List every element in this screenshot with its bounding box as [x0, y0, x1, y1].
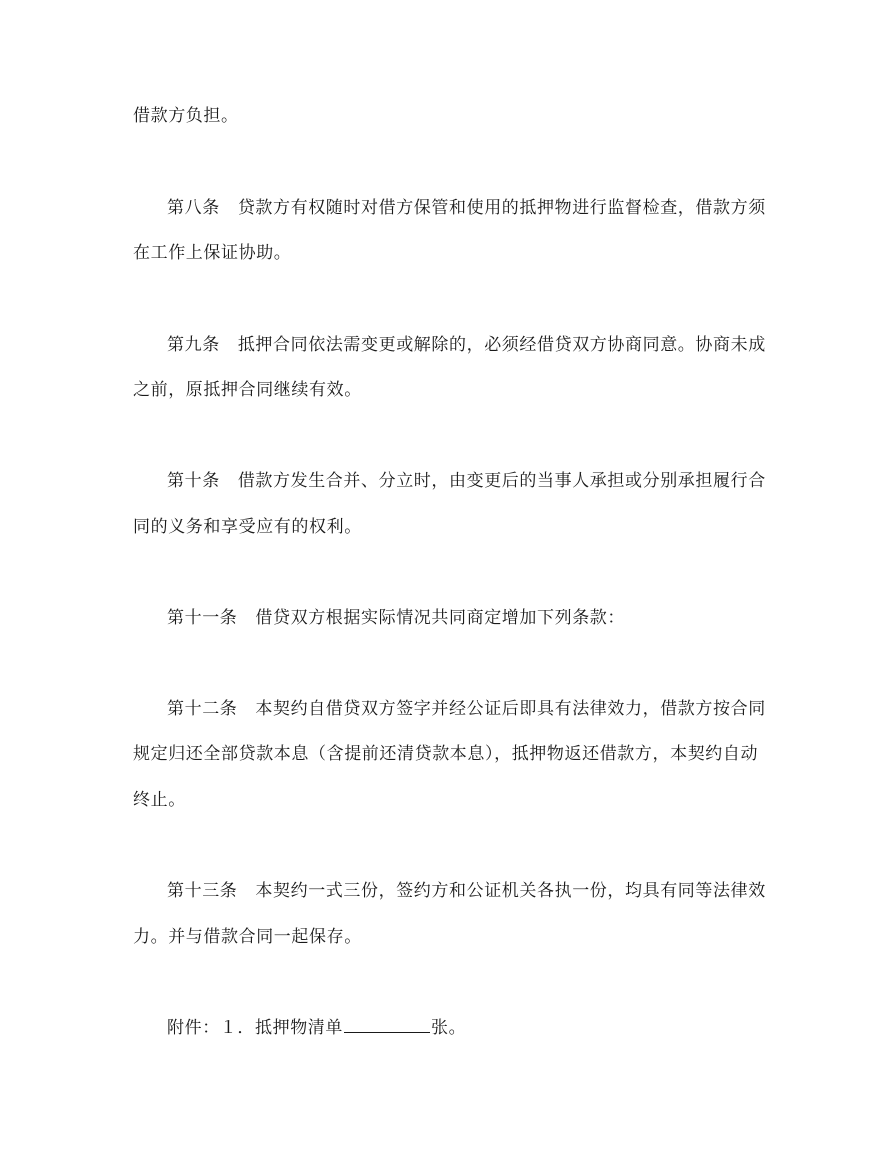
article-13-number: 第十三条	[167, 881, 238, 901]
article-8-text: 贷款方有权随时对借方保管和使用的抵押物进行监督检查，借款方须	[237, 198, 766, 218]
article-9-first-line	[167, 333, 766, 357]
article-9-line-2: 之前，原抵押合同继续有效。	[133, 380, 362, 400]
article-10-text: 借款方发生合并、分立时，由变更后的当事人承担或分别承担履行合	[237, 471, 766, 491]
attachment-blank-field	[344, 1016, 430, 1033]
attachment-line	[167, 1016, 466, 1040]
article-12-number: 第十二条	[167, 699, 238, 719]
article-8-number: 第八条	[167, 198, 220, 218]
article-11-text: 借贷双方根据实际情况共同商定增加下列条款：	[255, 608, 626, 628]
article-10-line-2: 同的义务和享受应有的权利。	[133, 517, 362, 537]
article-10-number: 第十条	[167, 471, 220, 491]
article-12-first-line	[167, 697, 766, 721]
article-8-line-2: 在工作上保证协助。	[133, 243, 292, 263]
article-12-line-2: 规定归还全部贷款本息（含提前还清贷款本息），抵押物返还借款方，本契约自动	[133, 744, 759, 764]
continuation-text: 借款方负担。	[133, 106, 239, 126]
attachment-prefix: 附件：１．抵押物清单	[167, 1018, 343, 1038]
attachment-suffix: 张。	[431, 1018, 467, 1038]
article-11-number: 第十一条	[167, 608, 238, 628]
article-9-text: 抵押合同依法需变更或解除的，必须经借贷双方协商同意。协商未成	[237, 335, 766, 355]
article-10-first-line	[167, 469, 766, 493]
article-13-text: 本契约一式三份，签约方和公证机关各执一份，均具有同等法律效	[255, 881, 766, 901]
article-11-first-line	[167, 606, 625, 630]
article-8-first-line	[167, 196, 766, 220]
article-12-line-3: 终止。	[133, 790, 186, 810]
article-12-text: 本契约自借贷双方签字并经公证后即具有法律效力，借款方按合同	[255, 699, 766, 719]
article-9-number: 第九条	[167, 335, 220, 355]
article-13-line-2: 力。并与借款合同一起保存。	[133, 927, 362, 947]
article-13-first-line	[167, 879, 766, 903]
